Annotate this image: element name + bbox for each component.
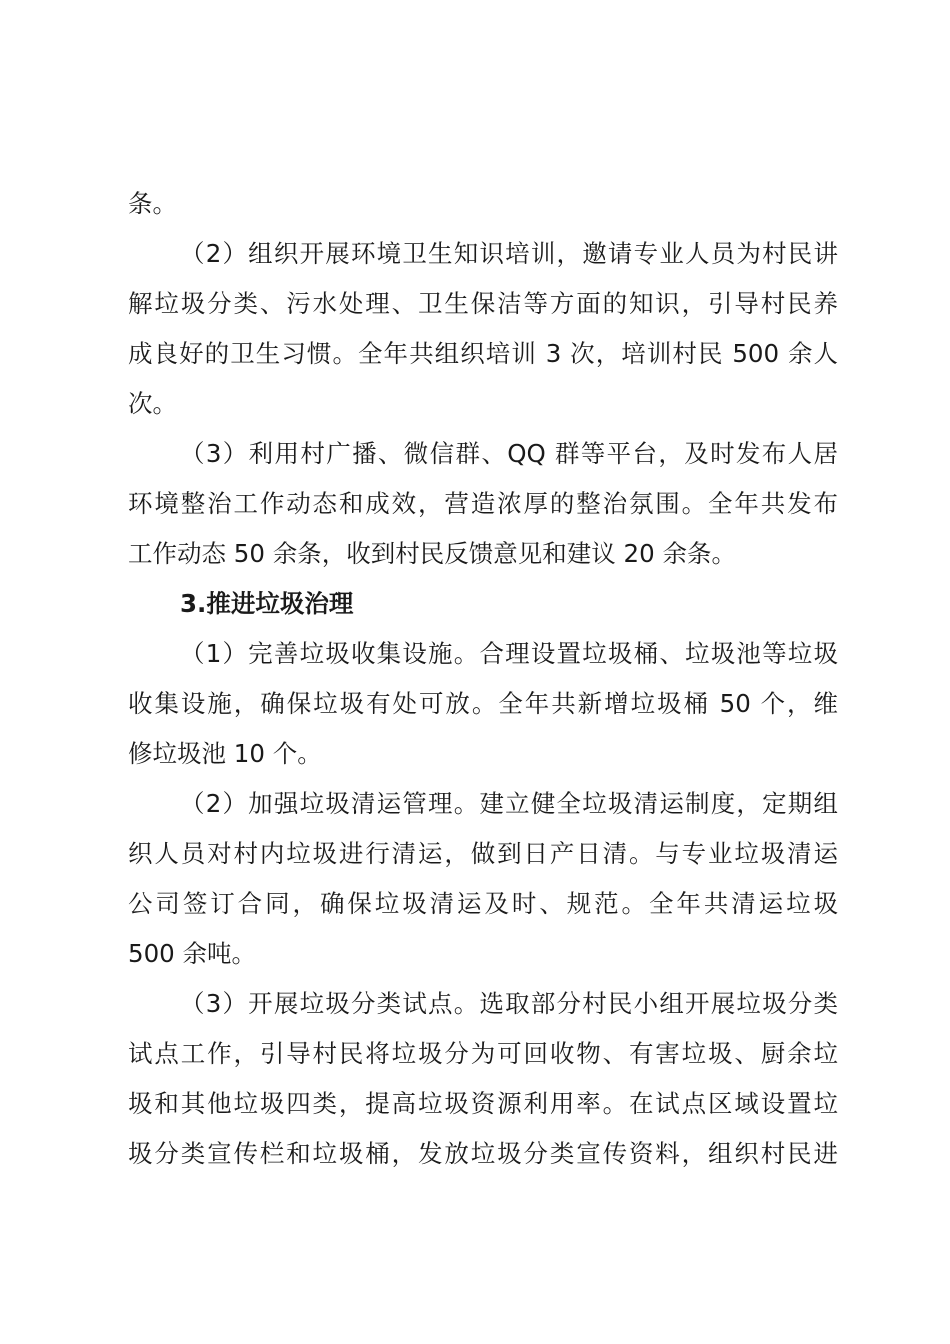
paragraph-line: 圾和其他垃圾四类，提高垃圾资源利用率。在试点区域设置垃 [128, 1089, 838, 1118]
section-heading: 3.推进垃圾治理 [180, 589, 354, 618]
paragraph-line: 成良好的卫生习惯。全年共组织培训 3 次，培训村民 500 余人 [128, 339, 838, 368]
paragraph-line: （3）利用村广播、微信群、QQ 群等平台，及时发布人居 [180, 439, 838, 468]
paragraph-line: 圾分类宣传栏和垃圾桶，发放垃圾分类宣传资料，组织村民进 [128, 1139, 838, 1168]
paragraph-line: （1）完善垃圾收集设施。合理设置垃圾桶、垃圾池等垃圾 [180, 639, 838, 668]
paragraph-line: 工作动态 50 余条，收到村民反馈意见和建议 20 余条。 [128, 539, 736, 568]
paragraph-line: 收集设施，确保垃圾有处可放。全年共新增垃圾桶 50 个，维 [128, 689, 838, 718]
paragraph-line: （2）组织开展环境卫生知识培训，邀请专业人员为村民讲 [180, 239, 838, 268]
paragraph-line: 环境整治工作动态和成效，营造浓厚的整治氛围。全年共发布 [128, 489, 838, 518]
paragraph-line: 解垃圾分类、污水处理、卫生保洁等方面的知识，引导村民养 [128, 289, 838, 318]
paragraph-line: （2）加强垃圾清运管理。建立健全垃圾清运制度，定期组 [180, 789, 838, 818]
paragraph-line: 修垃圾池 10 个。 [128, 739, 322, 768]
paragraph-line: 次。 [128, 389, 177, 418]
paragraph-line: 公司签订合同，确保垃圾清运及时、规范。全年共清运垃圾 [128, 889, 838, 918]
paragraph-line: 织人员对村内垃圾进行清运，做到日产日清。与专业垃圾清运 [128, 839, 838, 868]
paragraph-line: 试点工作，引导村民将垃圾分为可回收物、有害垃圾、厨余垃 [128, 1039, 838, 1068]
paragraph-line: 500 余吨。 [128, 939, 257, 968]
paragraph-line: 条。 [128, 189, 177, 218]
paragraph-line: （3）开展垃圾分类试点。选取部分村民小组开展垃圾分类 [180, 989, 838, 1018]
